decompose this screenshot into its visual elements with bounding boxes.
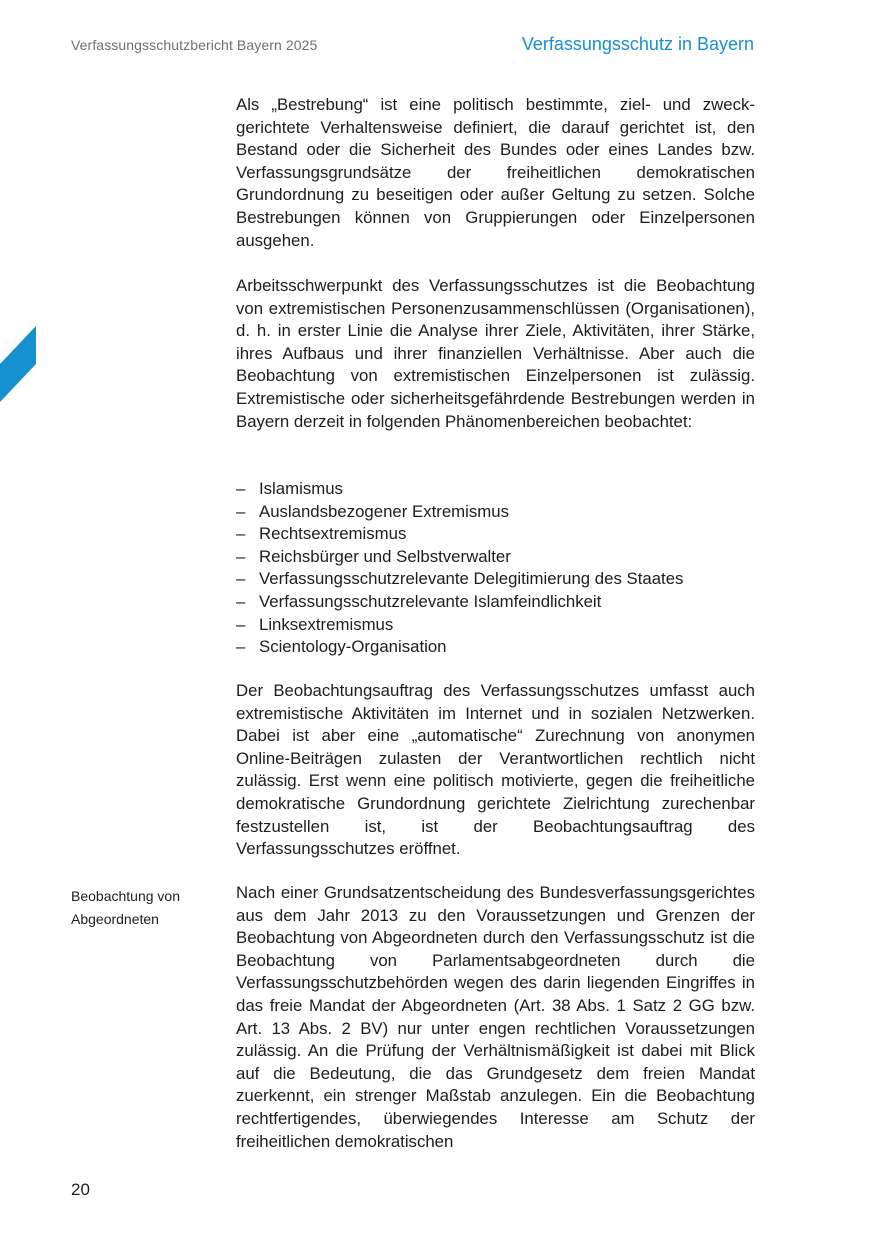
phenomena-list xyxy=(236,478,755,659)
running-header-right: Verfassungsschutz in Bayern xyxy=(521,34,754,54)
margin-note xyxy=(71,885,221,931)
page-number: 20 xyxy=(71,1180,90,1199)
paragraph-text: Arbeitsschwerpunkt des Verfassungsschutzes ist die Beobachtung von extremistischen Personenzusammenschlüssen (Organisationen), d. h. in erster Linie die Analyse ihrer Ziele, Aktivitäten, ihrer Stärke, ihres Aufbaus und ihrer finanziellen Verhältnisse. Aber auch die Beobachtung von extremistischen Einzelpersonen ist zulässig. Extremistische oder sicherheitsgefährdende Bestrebungen werden in Bayern derzeit in folgenden Phänomenbereichen beobachtet: xyxy=(236,276,755,431)
body-paragraph-arbeitsschwerpunkt xyxy=(236,275,755,433)
list-item: – Linksextremismus xyxy=(236,614,755,637)
list-item: – Reichsbürger und Selbstverwalter xyxy=(236,546,755,569)
paragraph-text: Als „Bestrebung“ ist eine politisch bestimmte, ziel- und zweckgerichtete Verhaltensweise definiert, die darauf gerichtet ist, den Bestand oder die Sicherheit des Bundes oder eines Landes bzw. Verfassungsgrundsätze der freiheitlichen demokratischen Grundordnung zu beseitigen oder außer Geltung zu setzen. Solche Bestrebungen können von Gruppierungen oder Einzelpersonen ausgehen. xyxy=(236,95,755,250)
body-paragraph-beobachtungsauftrag xyxy=(236,680,755,861)
edge-accent-shape xyxy=(0,326,36,402)
running-header-left: Verfassungsschutzbericht Bayern 2025 xyxy=(71,37,318,53)
list-item: – Rechtsextremismus xyxy=(236,523,755,546)
paragraph-text: Der Beobachtungsauftrag des Verfassungsschutzes umfasst auch extremistische Aktivitäten im Internet und in sozialen Netzwerken. Dabei ist aber eine „automatische“ Zurechnung von anonymen Online-Beiträgen zulasten der Verantwortlichen rechtlich nicht zulässig. Erst wenn eine politisch motivierte, gegen die freiheitliche demokratische Grundordnung gerichtete Zielrichtung zurechenbar festzustellen ist, ist der Beobachtungsauftrag des Verfassungsschutzes eröffnet. xyxy=(236,681,755,859)
list-item: – Scientology-Organisation xyxy=(236,636,755,659)
margin-note-line: Abgeordneten xyxy=(71,911,159,927)
margin-note-line: Beobachtung von xyxy=(71,888,180,904)
paragraph-text: Nach einer Grundsatzentscheidung des Bundesverfassungsgerichtes aus dem Jahr 2013 zu den Voraussetzungen und Grenzen der Beobachtung von Abgeordneten durch den Verfassungsschutz ist die Beobachtung von Parlamentsabgeordneten durch die Verfassungsschutzbehörden wegen des darin liegenden Eingriffes in das freie Mandat der Abgeordneten (Art. 38 Abs. 1 Satz 2 GG bzw. Art. 13 Abs. 2 BV) nur unter engen rechtlichen Voraussetzungen zulässig. An die Prüfung der Verhältnismäßigkeit ist dabei mit Blick auf die Bedeutung, die das Grundgesetz dem freien Mandat zuerkennt, ein strenger Maßstab anzulegen. Ein die Beobachtung rechtfertigendes, überwiegendes Interesse am Schutz der freiheitlichen demokratischen xyxy=(236,883,755,1151)
body-paragraph-abgeordnete xyxy=(236,882,755,1153)
list-item: – Verfassungsschutzrelevante Islamfeindlichkeit xyxy=(236,591,755,614)
list-item: – Islamismus xyxy=(236,478,755,501)
body-paragraph-bestrebung xyxy=(236,94,755,252)
list-item: – Verfassungsschutzrelevante Delegitimierung des Staates xyxy=(236,568,755,591)
list-item: – Auslandsbezogener Extremismus xyxy=(236,501,755,524)
